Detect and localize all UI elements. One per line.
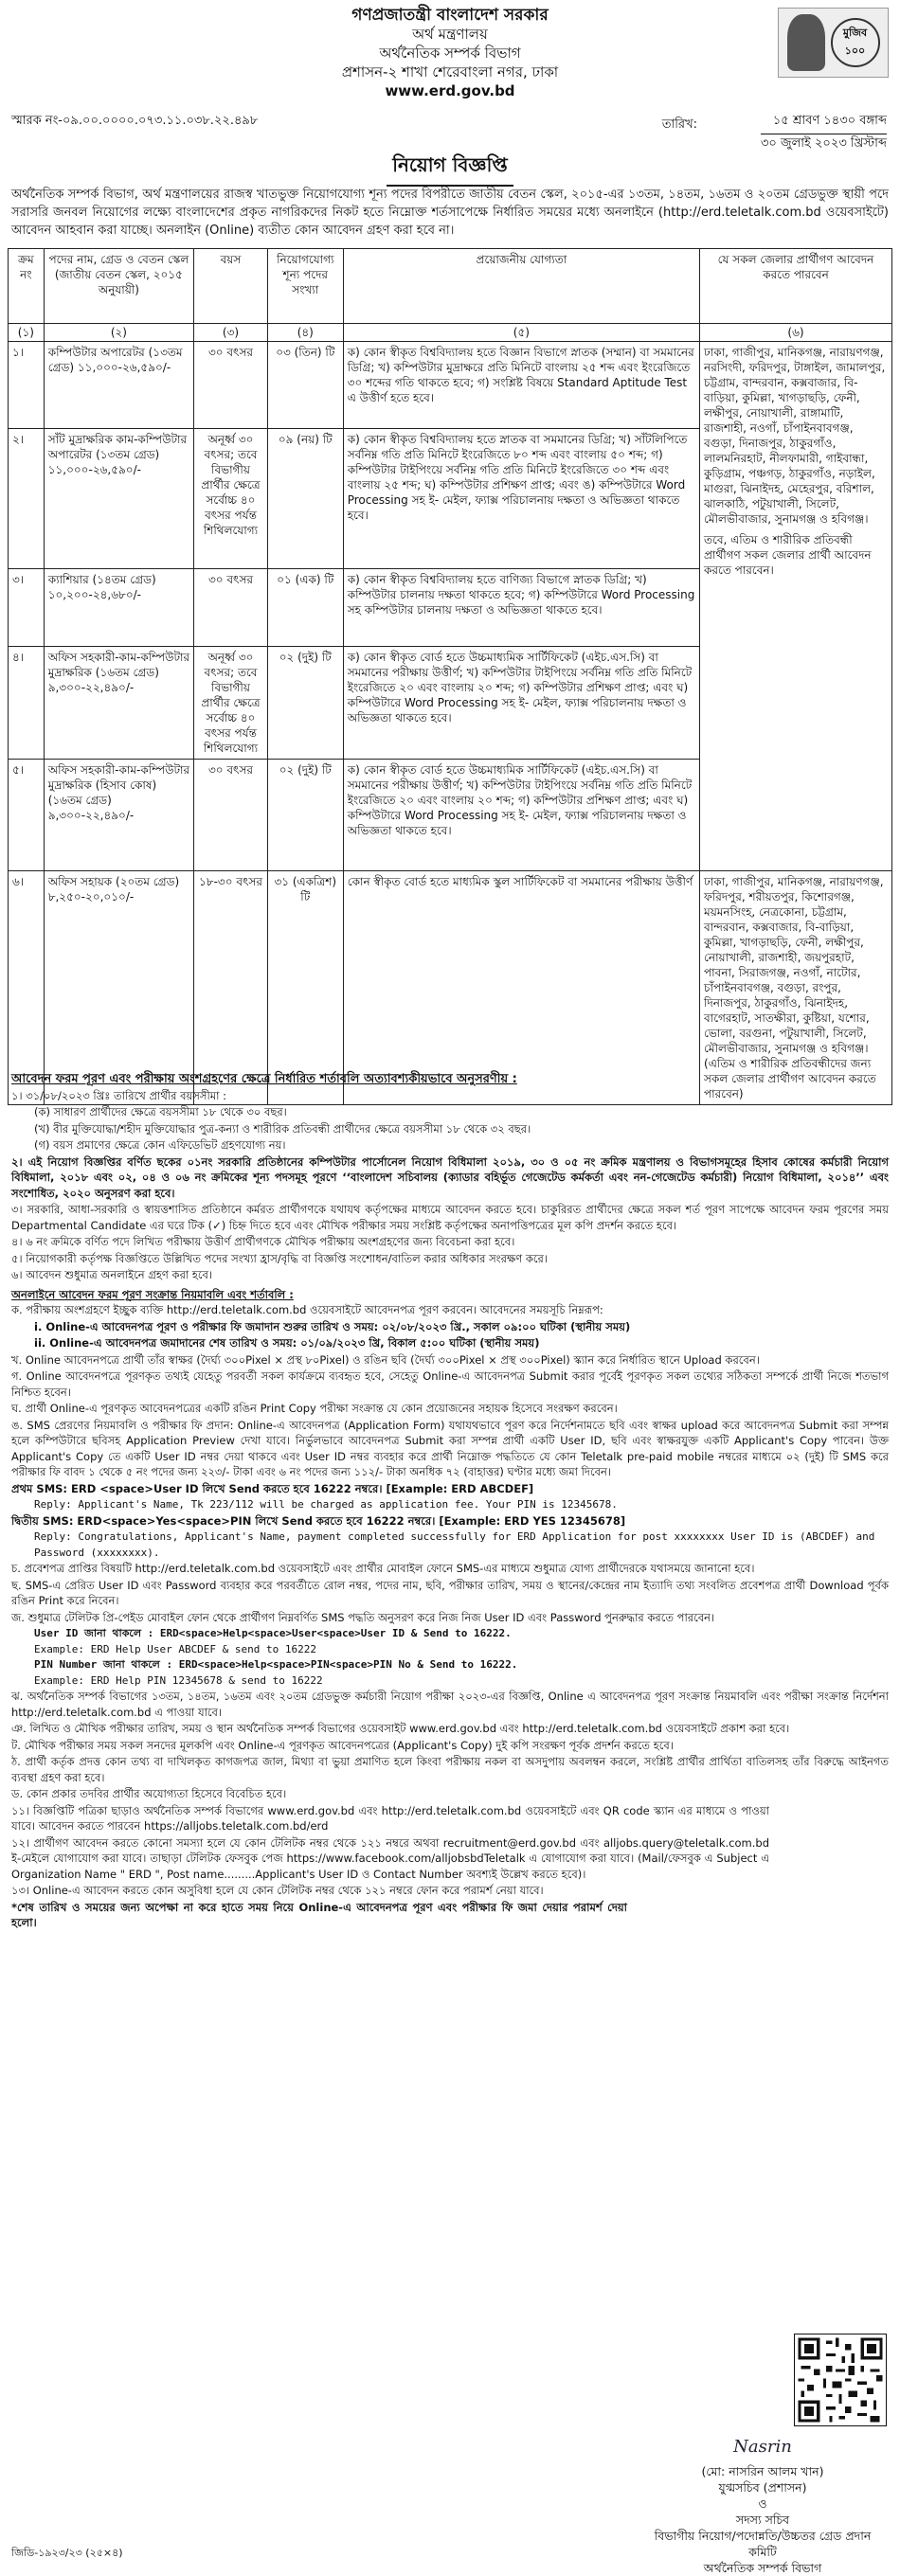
row-count: ০২ (দুই) টি xyxy=(267,647,343,760)
row-post: অফিস সহকারী-কাম-কম্পিউটার মুদ্রাক্ষরিক (১৬তম গ্রেড) ৯,৩০০-২২,৪৯০/- xyxy=(44,647,193,760)
userid-recovery: User ID জানা থাকলে : ERD<space>Help<space>User<space>User ID & Send to 16222. xyxy=(34,1627,512,1639)
date-box xyxy=(661,112,887,154)
pin-example: Example: ERD Help PIN 12345678 & send to 16222 xyxy=(34,1673,323,1687)
row-qualification: ক) কোন স্বীকৃত বিশ্ববিদ্যালয় হতে বিজ্ঞান বিভাগে স্নাতক (সম্মান) বা সমমানের ডিগ্রি; খ) কম্পিউটার মুদ্রাক্ষরে প্রতি মিনিটে বাংলায় ২৫ শব্দ এবং ইংরেজিতে ৩০ শব্দের গতি থাকতে হবে; গ) সংশ্লিষ্ট বিষয়ে Standard Aptitude Test এ উত্তীর্ণ হতে হবে। xyxy=(343,342,699,429)
row-districts: ঢাকা, গাজীপুর, মানিকগঞ্জ, নারায়ণগঞ্জ, ফরিদপুর, শরীয়তপুর, কিশোরগঞ্জ, ময়মনসিংহ, নেত্রকোনা, চট্টগ্রাম, বান্দরবান, কক্সবাজার, বি-বাড়িয়া, কুমিল্লা, খাগড়াছড়ি, ফেনী, লক্ষীপুর, নোয়াখালী, রাজশাহী, জয়পুরহাট, পাবনা, সিরাজগঞ্জ, নওগাঁ, নাটোর, চাঁপাইনবাবগঞ্জ, বগুড়া, রংপুর, দিনাজপুর, ঠাকুরগাঁও, ঝিনাইদহ, বাগেরহাট, সাতক্ষীরা, কুষ্টিয়া, যশোর, ভোলা, বরগুনা, পটুয়াখালী, সিলেট, মৌলভীবাজার, সুনামগঞ্জ ও হবিগঞ্জ। (এতিম ও শারীরিক প্রতিবন্ধীদের জন্য সকল জেলার প্রার্থীগণ আবেদন করতে পারবেন) xyxy=(700,871,892,1105)
userid-example: Example: ERD Help User ABCDEF & send to 16222 xyxy=(34,1642,317,1655)
row-qualification: ক) কোন স্বীকৃত বিশ্ববিদ্যালয় হতে স্নাতক বা সমমানের ডিগ্রি; খ) সাঁটলিপিতে সর্বনিম্ন গতি প্রতি মিনিটে ইংরেজিতে ৮০ শব্দ এবং বাংলায় ৫০ শব্দ; গ) কম্পিউটার টাইপিংয়ে সর্বনিম্ন গতি প্রতি মিনিটে ইংরেজিতে ৩০ শব্দ এবং বাংলায় ২৫ শব্দ; ঘ) কম্পিউটার প্রশিক্ষণ প্রাপ্ত; এবং ঙ) কম্পিউটারে Word Processing সহ ই- মেইল, ফ্যাক্স পরিচালনায় দক্ষতা ও অভিজ্ঞতা থাকতে হবে। xyxy=(343,429,699,569)
row-post: কম্পিউটার অপারেটর (১৩তম গ্রেড) ১১,০০০-২৬,৫৯০/- xyxy=(44,342,193,429)
row-count: ০৯ (নয়) টি xyxy=(267,429,343,569)
rule-item: ২। এই নিয়োগ বিজ্ঞপ্তির বর্ণিত ছকের ০১নং সরকারি প্রতিষ্ঠানের কম্পিউটার পার্সোনেল নিয়োগ বিধিমালা ২০১৯, ৩০ ও ০৫ নং ক্রমিক মন্ত্রণালয় ও বিভাগসমূহের হিসাব কোষের কর্মচারী নিয়োগ বিধিমালা, ২০১৮ এবং ০২, ০৪ ও ০৬ নং ক্রমিকের শূন্য পদসমূহ পূরণে ‘‘বাংলাদেশ সচিবালয় (ক্যাডার বহির্ভূত গেজেটেড কর্মকর্তা এবং নন-গেজেটেড কর্মচারী) নিয়োগ বিধিমালা, ২০১৪’’ এবং সংশোধিত, ২০২০ অনুসরণ করা হবে। xyxy=(11,1154,889,1200)
table-row xyxy=(9,342,892,429)
row-age: ৩০ বৎসর xyxy=(194,342,268,429)
row-post: অফিস সহায়ক (২০তম গ্রেড) ৮,২৫০-২০,০১০/- xyxy=(44,871,193,1105)
row-post: সাঁট মুদ্রাক্ষরিক কাম-কম্পিউটার অপারেটর (১৩তম গ্রেড) ১১,০০০-২৬,৫৯০/- xyxy=(44,429,193,569)
more-rule: ঞ. লিখিত ও মৌখিক পরীক্ষার তারিখ, সময় ও স্থান অর্থনৈতিক সম্পর্ক বিভাগের ওয়েবসাইট www.erd.gov.bd এবং http://erd.teletalk.com.bd ওয়েবসাইটে প্রকাশ করা হবে। xyxy=(11,1722,790,1735)
memo-number: স্মারক নং-০৯.০০.০০০০.০৭৩.১১.০৩৮.২২.৪৯৮ xyxy=(11,114,259,128)
header-line-4: প্রশাসন-২ শাখা শেরেবাংলা নগর, ঢাকা xyxy=(341,63,559,80)
col-number: (১) xyxy=(9,324,45,342)
intro-paragraph: অর্থনৈতিক সম্পর্ক বিভাগ, অর্থ মন্ত্রণালয়ের রাজস্ব খাতভুক্ত নিয়োগযোগ্য শূন্য পদের বিপরীতে জাতীয় বেতন স্কেল, ২০১৫-এর ১৩তম, ১৪তম, ১৬তম ও ২০তম গ্রেডভুক্ত স্থায়ী পদে সরাসরি জনবল নিয়োগের লক্ষ্যে বাংলাদেশের প্রকৃত নাগরিকদের নিকট হতে নিম্নোক্ত শর্তসাপেক্ষে নির্ধারিত সময়ের মধ্যে অনলাইনে (http://erd.teletalk.com.bd ওয়েবসাইটে) আবেদন আহবান করা যাচ্ছে। অনলাইন (Online) ব্যতীত কোন আবেদন গ্রহণ করা হবে না। xyxy=(11,188,889,238)
logo-badge: মুজিব ১০০ xyxy=(831,18,880,67)
table-row xyxy=(9,871,892,1105)
header-qualification: প্রয়োজনীয় যোগ্যতা xyxy=(343,249,699,324)
rule-item: ৬। আবেদন শুধুমাত্র অনলাইনে গ্রহণ করা হবে। xyxy=(11,1268,213,1281)
qr-code-icon[interactable] xyxy=(794,2334,887,2426)
districts-note: তবে, এতিম ও শারীরিক প্রতিবন্ধী প্রার্থীগণ সকল জেলার প্রার্থী আবেদন করতে পারবেন। xyxy=(704,533,872,577)
more-rule: চ. প্রবেশপত্র প্রাপ্তির বিষয়টি http://erd.teletalk.com.bd ওয়েবসাইটে এবং প্রার্থীর মোবাইল ফোনে SMS-এর মাধ্যমে শুধুমাত্র যোগ্য প্রার্থীদেরকে যথাসময়ে জানানো হবে। xyxy=(11,1562,755,1575)
more-rule: ট. মৌখিক পরীক্ষার সময় সকল সনদের মূলকপি এবং Online-এ পূরণকৃত আবেদনপত্রের (Applicant's Copy) দুই কপি সংরক্ষণ পূর্বক প্রদর্শন করতে হবে। xyxy=(11,1738,674,1752)
helpdesk-item: ১২। প্রার্থীগণ আবেদন করতে কোনো সমস্যা হলে যে কোন টেলিটক নম্বর থেকে ১২১ নম্বরে অথবা recruitment@erd.gov.bd এবং alljobs.query@teletalk.com.bd ই-মেইলে যোগাযোগ করা যাবে। তাছাড়া টেলিটক ফেসবুক পেজ https://www.facebook.com/alljobsbdTeletalk এ যোগাযোগ করা যাবে। (Mail/ফেসবুক এ Subject এ Organization Name " ERD ", Post name.........Applicant's User ID ও Contact Number অবশ্যই উল্লেখ করতে হবে)। xyxy=(11,1835,769,1881)
vacancy-table xyxy=(8,248,892,1105)
row-serial: ৫। xyxy=(9,760,45,871)
date-english: ৩০ জুলাই ২০২৩ খ্রিস্টাব্দ xyxy=(760,136,887,151)
online-heading: অনলাইনে আবেদন ফরম পূরণ সংক্রান্ত নিয়মাবলি এবং শর্তাবলি : xyxy=(11,1287,294,1301)
signature-image: Nasrin xyxy=(733,2437,792,2457)
rule-item: (গ) বয়স প্রমাণের ক্ষেত্রে কোন এফিডেভিট গ্রহণযোগ্য নয়। xyxy=(34,1138,286,1152)
online-rule: ক. পরীক্ষায় অংশগ্রহণে ইচ্ছুক ব্যক্তি http://erd.teletalk.com.bd ওয়েবসাইটে আবেদনপত্র পূরণ করবেন। আবেদনের সময়সূচি নিম্নরূপ: xyxy=(11,1303,603,1316)
sms-second: দ্বিতীয় SMS: ERD<space>Yes<space>PIN লিখে Send করতে হবে 16222 নম্বরে। [Example: ERD YES 12345678] xyxy=(11,1513,626,1528)
row-age: ৩০ বৎসর xyxy=(194,569,268,647)
rule-item: ৪। ৬ নং ক্রমিকে বর্ণিত পদে লিখিত পরীক্ষায় উত্তীর্ণ প্রার্থীগণকে মৌখিক পরীক্ষায় অংশগ্রহণের জন্য বিবেচনা করা হবে। xyxy=(11,1235,515,1248)
row-qualification: ক) কোন স্বীকৃত বিশ্ববিদ্যালয় হতে বাণিজ্য বিভাগে স্নাতক ডিগ্রি; খ) কম্পিউটার চালনায় দক্ষতা থাকতে হবে; গ) কম্পিউটারে Word Processing সহ কম্পিউটার চালনায় দক্ষতা ও অভিজ্ঞতা থাকতে হবে। xyxy=(343,569,699,647)
deadline-note: *শেষ তারিখ ও সময়ের জন্য অপেক্ষা না করে হাতে সময় নিয়ে Online-এ আবেদনপত্র পূরণ এবং পরীক্ষার ফি জমা দেয়ার পরামর্শ দেয়া হলো। xyxy=(11,1900,627,1929)
row-age: ৩০ বৎসর xyxy=(194,760,268,871)
sms-first-reply: Reply: Applicant's Name, Tk 223/112 will be charged as application fee. Your PIN is 12345678. xyxy=(34,1498,618,1511)
row-districts xyxy=(700,342,892,871)
government-header xyxy=(142,6,758,100)
col-number: (৩) xyxy=(194,324,268,342)
rule-item: (খ) বীর মুক্তিযোদ্ধা/শহীদ মুক্তিযোদ্ধার পুত্র-কন্যা ও শারীরিক প্রতিবন্ধী প্রার্থীদের ক্ষেত্রে বয়সসীমা ১৮ থেকে ৩২ বছর। xyxy=(34,1121,531,1136)
row-qualification: কোন স্বীকৃত বোর্ড হতে মাধ্যমিক স্কুল সার্টিফিকেট বা সমমানের পরীক্ষায় উত্তীর্ণ xyxy=(343,871,699,1105)
online-rule: ii. Online-এ আবেদনপত্র জমাদানের শেষ তারিখ ও সময়: ০১/০৯/২০২৩ খ্রি, বিকাল ৫:০০ ঘটিকা (স্থানীয় সময়) xyxy=(34,1336,540,1350)
row-age: ১৮-৩০ বৎসর xyxy=(194,871,268,1105)
row-serial: ৩। xyxy=(9,569,45,647)
signer-role: ও xyxy=(758,2496,767,2511)
online-rule: গ. Online আবেদনপত্রে পূরণকৃত তথ্যই যেহেতু পরবর্তী সকল কার্যক্রমে ব্যবহৃত হবে, সেহেতু Online-এ আবেদনপত্র Submit করার পূর্বেই পূরণকৃত সকল তথ্যের সঠিকতা সম্পর্কে প্রার্থী নিজে শতভাগ নিশ্চিত হবেন। xyxy=(11,1369,889,1399)
header-line-1: গণপ্রজাতন্ত্রী বাংলাদেশ সরকার xyxy=(351,6,549,25)
row-post: ক্যাশিয়ার (১৪তম গ্রেড) ১০,২০০-২৪,৬৮০/- xyxy=(44,569,193,647)
more-rule: ছ. SMS-এ প্রেরিত User ID এবং Password ব্যবহার করে পরবর্তীতে রোল নম্বর, পদের নাম, ছবি, পরীক্ষার তারিখ, সময় ও স্থানের/কেন্দ্রের নাম ইত্যাদি তথ্য সংবলিত প্রবেশপত্র প্রার্থী Download পূর্বক রঙিন Print করে নিবেন। xyxy=(11,1578,889,1607)
signer-role: অর্থনৈতিক সম্পর্ক বিভাগ xyxy=(703,2561,822,2575)
header-count: নিয়োগযোগ্য শূন্য পদের সংখ্যা xyxy=(267,249,343,324)
portrait-icon xyxy=(787,14,825,71)
online-rule: খ. Online আবেদনপত্রে প্রার্থী তাঁর স্বাক্ষর (দৈর্ঘ্য ৩০০Pixel × প্রস্থ ৮০Pixel) ও রঙিন ছবি (দৈর্ঘ্য ৩০০Pixel × প্রস্থ ৩০০Pixel) স্ক্যান করে নির্ধারিত স্থানে Upload করবেন। xyxy=(11,1352,760,1367)
row-serial: ১। xyxy=(9,342,45,429)
rule-item: ৫। নিয়োগকারী কর্তৃপক্ষ বিজ্ঞপ্তিতে উল্লিখিত পদের সংখ্যা হ্রাস/বৃদ্ধি বা বিজ্ঞপ্তি সংশোধন/বাতিল করার অধিকার সংরক্ষণ করে। xyxy=(11,1251,548,1265)
more-rule: ঠ. প্রার্থী কর্তৃক প্রদত্ত কোন তথ্য বা দাখিলকৃত কাগজপত্র জাল, মিথ্যা বা ভুয়া প্রমাণিত হলে কিংবা পরীক্ষায় নকল বা অসদুপায় অবলম্বন করলে, সংশ্লিষ্ট প্রার্থীর প্রার্থিতা বাতিলসহ তাঁর বিরুদ্ধে আইনগত ব্যবস্থা গ্রহণ করা হবে। xyxy=(11,1755,889,1784)
row-qualification: ক) কোন স্বীকৃত বোর্ড হতে উচ্চমাধ্যমিক সার্টিফিকেট (এইচ.এস.সি) বা সমমানের পরীক্ষায় উত্তীর্ণ; খ) কম্পিউটার টাইপিংয়ে সর্বনিম্ন গতি প্রতি মিনিটে ইংরেজিতে ২০ এবং বাংলায় ২০ শব্দ; গ) কম্পিউটার প্রশিক্ষণ প্রাপ্ত; এবং ঘ) কম্পিউটারে Word Processing সহ ই- মেইল, ফ্যাক্স পরিচালনায় দক্ষতা ও অভিজ্ঞতা থাকতে হবে। xyxy=(343,647,699,760)
row-age: অনূর্ধ্ব ৩০ বৎসর; তবে বিভাগীয় প্রার্থীর ক্ষেত্রে সর্বোচ্চ ৪০ বৎসর পর্যন্ত শিথিলযোগ্য xyxy=(194,429,268,569)
signer-role: সদস্য সচিব xyxy=(735,2513,790,2527)
page-title-text: নিয়োগ বিজ্ঞপ্তি xyxy=(387,152,513,187)
row-post: অফিস সহকারী-কাম-কম্পিউটার মুদ্রাক্ষরিক (হিসাব কোষ) (১৬তম গ্রেড) ৯,৩০০-২২,৪৯০/- xyxy=(44,760,193,871)
signer-role: বিভাগীয় নিয়োগ/পদোন্নতি/উচ্চতর গ্রেড প্রদান কমিটি xyxy=(654,2529,872,2559)
more-rule: ড. কোন প্রকার তদবির প্রার্থীর অযোগ্যতা হিসেবে বিবেচিত হবে। xyxy=(11,1787,287,1800)
header-districts: যে সকল জেলার প্রার্থীগণ আবেদন করতে পারবেন xyxy=(700,249,892,324)
online-rule: ঘ. প্রার্থী Online-এ পূরণকৃত আবেদনপত্রের একটি রঙিন Print Copy পরীক্ষা সংক্রান্ত যে কোন প্রয়োজনের সহায়ক হিসেবে সংরক্ষণ করবেন। xyxy=(11,1402,618,1415)
signer-name: (মো: নাসরিন আলম খান) xyxy=(701,2464,824,2478)
helpdesk-item: ১১। বিজ্ঞপ্তিটি পত্রিকা ছাড়াও অর্থনৈতিক সম্পর্ক বিভাগের www.erd.gov.bd এবং http://erd.teletalk.com.bd ওয়েবসাইটে এবং QR code স্ক্যান এর মাধ্যমে ও পাওয়া যাবে। আবেদন করতে পারবেন https://alljobs.teletalk.com.bd/erd xyxy=(11,1803,769,1833)
col-number: (২) xyxy=(44,324,193,342)
signature-block xyxy=(644,2439,881,2576)
pin-recovery: PIN Number জানা থাকলে : ERD<space>Help<space>PIN<space>PIN No & Send to 16222. xyxy=(34,1658,518,1671)
header-age: বয়স xyxy=(194,249,268,324)
row-count: ০২ (দুই) টি xyxy=(267,760,343,871)
gd-footer-code: জিডি-১৯২৩/২৩ (২৫×৪) xyxy=(11,2547,123,2559)
col-number: (৫) xyxy=(343,324,699,342)
header-line-3: অর্থনৈতিক সম্পর্ক বিভাগ xyxy=(379,45,521,62)
col-number: (৬) xyxy=(700,324,892,342)
page-title xyxy=(0,152,900,187)
helpdesk-item: ১৩। Online-এ আবেদন করতে কোন অসুবিধা হলে যে কোন টেলিটক নম্বর থেকে ১২১ নম্বরে ফোন করে পরামর্শ নেয়া যাবে। xyxy=(11,1884,544,1897)
more-rule: জ. শুধুমাত্র টেলিটক প্রি-পেইড মোবাইল ফোন থেকে প্রার্থীগণ নিম্নবর্ণিত SMS পদ্ধতি অনুসরণ করে নিজ নিজ User ID এবং Password পুনরুদ্ধার করতে পারবেন। xyxy=(11,1610,715,1624)
header-line-2: অর্থ মন্ত্রণালয় xyxy=(412,26,488,43)
row-serial: ২। xyxy=(9,429,45,569)
rules-section xyxy=(11,1072,889,1932)
table-header-row xyxy=(9,249,892,324)
online-rule: i. Online-এ আবেদনপত্র পূরণ ও পরীক্ষার ফি জমাদান শুরুর তারিখ ও সময়: ০২/০৮/২০২৩ খ্রি., সকাল ০৯:০০ ঘটিকা (স্থানীয় সময়) xyxy=(34,1319,631,1333)
districts-list: ঢাকা, গাজীপুর, মানিকগঞ্জ, নারায়ণগঞ্জ, নরসিংদী, ফরিদপুর, টাঙ্গাইল, জামালপুর, চট্টগ্রাম, বান্দরবান, কক্সবাজার, বি-বাড়িয়া, কুমিল্লা, খাগড়াছড়ি, ফেনী, লক্ষীপুর, নোয়াখালী, রাঙ্গামাটি, রাজশাহী, নওগাঁ, চাঁপাইনবাবগঞ্জ, বগুড়া, দিনাজপুর, ঠাকুরগাঁও, লালমনিরহাট, নীলফামারী, গাইবান্ধা, কুড়িগ্রাম, পঞ্চগড়, ঠাকুরগাঁও, নড়াইল, মাগুরা, ঝিনাইদহ, মেহেরপুর, বরিশাল, ঝালকাঠি, পটুয়াখালী, সিলেট, মৌলভীবাজার, সুনামগঞ্জ ও হবিগঞ্জ। xyxy=(704,346,886,526)
sms-first: প্রথম SMS: ERD <space>User ID লিখে Send করতে হবে 16222 নম্বরে। [Example: ERD ABCDEF] xyxy=(11,1481,534,1495)
rule-item: (ক) সাধারণ প্রার্থীদের ক্ষেত্রে বয়সসীমা ১৮ থেকে ৩০ বছর। xyxy=(34,1105,287,1118)
header-post: পদের নাম, গ্রেড ও বেতন স্কেল (জাতীয় বেতন স্কেল, ২০১৫ অনুযায়ী) xyxy=(44,249,193,324)
rule-item: ৩। সরকারি, আধা-সরকারি ও স্বায়ত্তশাসিত প্রতিষ্ঠানে কর্মরত প্রার্থীগণকে যথাযথ কর্তৃপক্ষের মাধ্যমে আবেদন করতে হবে। চাকুরিরত প্রার্থীদের ক্ষেত্রে সকল শর্ত পূরণ সাপেক্ষে আবেদন ফরম পূরণের সময় Departmental Candidate এর ঘরে টিক (✓) চিহ্ন দিতে হবে এবং মৌখিক পরীক্ষার সময় সংশ্লিষ্ট কর্তৃপক্ষের অনাপত্তিপত্রের মূল কপি প্রদর্শন করতে হবে। xyxy=(11,1203,889,1232)
row-serial: ৬। xyxy=(9,871,45,1105)
sms-second-reply: Reply: Congratulations, Applicant's Name, payment completed successfully for ERD Application for post xxxxxxxx User ID is (ABCDEF) and Password (xxxxxxxx). xyxy=(34,1530,875,1559)
more-rule: ঝ. অর্থনৈতিক সম্পর্ক বিভাগের ১৩তম, ১৪তম, ১৬তম এবং ২০তম গ্রেডভুক্ত কর্মচারী নিয়োগ পরীক্ষা ২০২৩-এর বিজ্ঞপ্তি, Online এ আবেদনপত্র পূরণ সংক্রান্ত নিয়মাবলি এবং পরীক্ষা সংক্রান্ত নির্দেশনা http://erd.teletalk.com.bd এ পাওয়া যাবে। xyxy=(11,1690,889,1719)
header-website[interactable]: www.erd.gov.bd xyxy=(385,82,515,99)
mujib-100-logo xyxy=(778,8,889,78)
signer-role: যুগ্মসচিব (প্রশাসন) xyxy=(718,2480,807,2495)
row-serial: ৪। xyxy=(9,647,45,760)
online-rule: ঙ. SMS প্রেরণের নিয়মাবলি ও পরীক্ষার ফি প্রদান: Online-এ আবেদনপত্র (Application Form) যথাযথভাবে পূরণ করে নির্দেশনামতে ছবি এবং স্বাক্ষর upload করে আবেদনপত্র Submit করা সম্পন্ন হলে কম্পিউটারে ছবিসহ Application Preview দেখা যাবে। নির্ভুলভাবে আবেদনপত্র Submit করা সম্পন্ন প্রার্থী একটি User ID, ছবি এবং স্বাক্ষরযুক্ত একটি Applicant's Copy পাবেন। উক্ত Applicant's Copy তে একটি User ID নম্বর দেয়া থাকবে এবং User ID নম্বর ব্যবহার করে প্রার্থী নিম্নোক্ত পদ্ধতিতে যে কোন Teletalk pre-paid mobile নম্বরের মাধ্যমে ০২ (দুই) টি SMS করে পরীক্ষার ফি বাবদ ১ থেকে ৫ নং পদের জন্য ২২৩/- টাকা এবং ৬ নং পদের জন্য ১১২/- টাকা অনধিক ৭২ (বাহাত্তর) ঘণ্টার মধ্যে জমা দিবেন। xyxy=(11,1418,889,1478)
rule-item: ১। ৩১/০৮/২০২৩ খ্রিঃ তারিখে প্রার্থীর বয়সসীমা : xyxy=(11,1088,227,1102)
row-count: ৩১ (একত্রিশ) টি xyxy=(267,871,343,1105)
rules-heading: আবেদন ফরম পূরণ এবং পরীক্ষায় অংশগ্রহণের ক্ষেত্রে নির্ধারিত শর্তাবলি অত্যাবশ্যকীয়ভাবে অনুসরণীয় : xyxy=(11,1072,517,1086)
date-bangla: ১৫ শ্রাবণ ১৪৩০ বঙ্গাব্দ xyxy=(761,112,887,134)
col-number: (৪) xyxy=(267,324,343,342)
header-serial: ক্রম নং xyxy=(9,249,45,324)
date-label: তারিখ: xyxy=(661,117,697,132)
row-qualification: ক) কোন স্বীকৃত বোর্ড হতে উচ্চমাধ্যমিক সার্টিফিকেট (এইচ.এস.সি) বা সমমানের পরীক্ষায় উত্তীর্ণ; খ) কম্পিউটার টাইপিংয়ে সর্বনিম্ন গতি প্রতি মিনিটে ইংরেজিতে ২০ এবং বাংলায় ২০ শব্দ; গ) কম্পিউটার প্রশিক্ষণ প্রাপ্ত; এবং ঘ) কম্পিউটারে Word Processing সহ ই- মেইল, ফ্যাক্স পরিচালনায় দক্ষতা ও অভিজ্ঞতা থাকতে হবে। xyxy=(343,760,699,871)
row-age: অনূর্ধ্ব ৩০ বৎসর; তবে বিভাগীয় প্রার্থীর ক্ষেত্রে সর্বোচ্চ ৪০ বৎসর পর্যন্ত শিথিলযোগ্য xyxy=(194,647,268,760)
table-number-row xyxy=(9,324,892,342)
row-count: ০৩ (তিন) টি xyxy=(267,342,343,429)
row-count: ০১ (এক) টি xyxy=(267,569,343,647)
